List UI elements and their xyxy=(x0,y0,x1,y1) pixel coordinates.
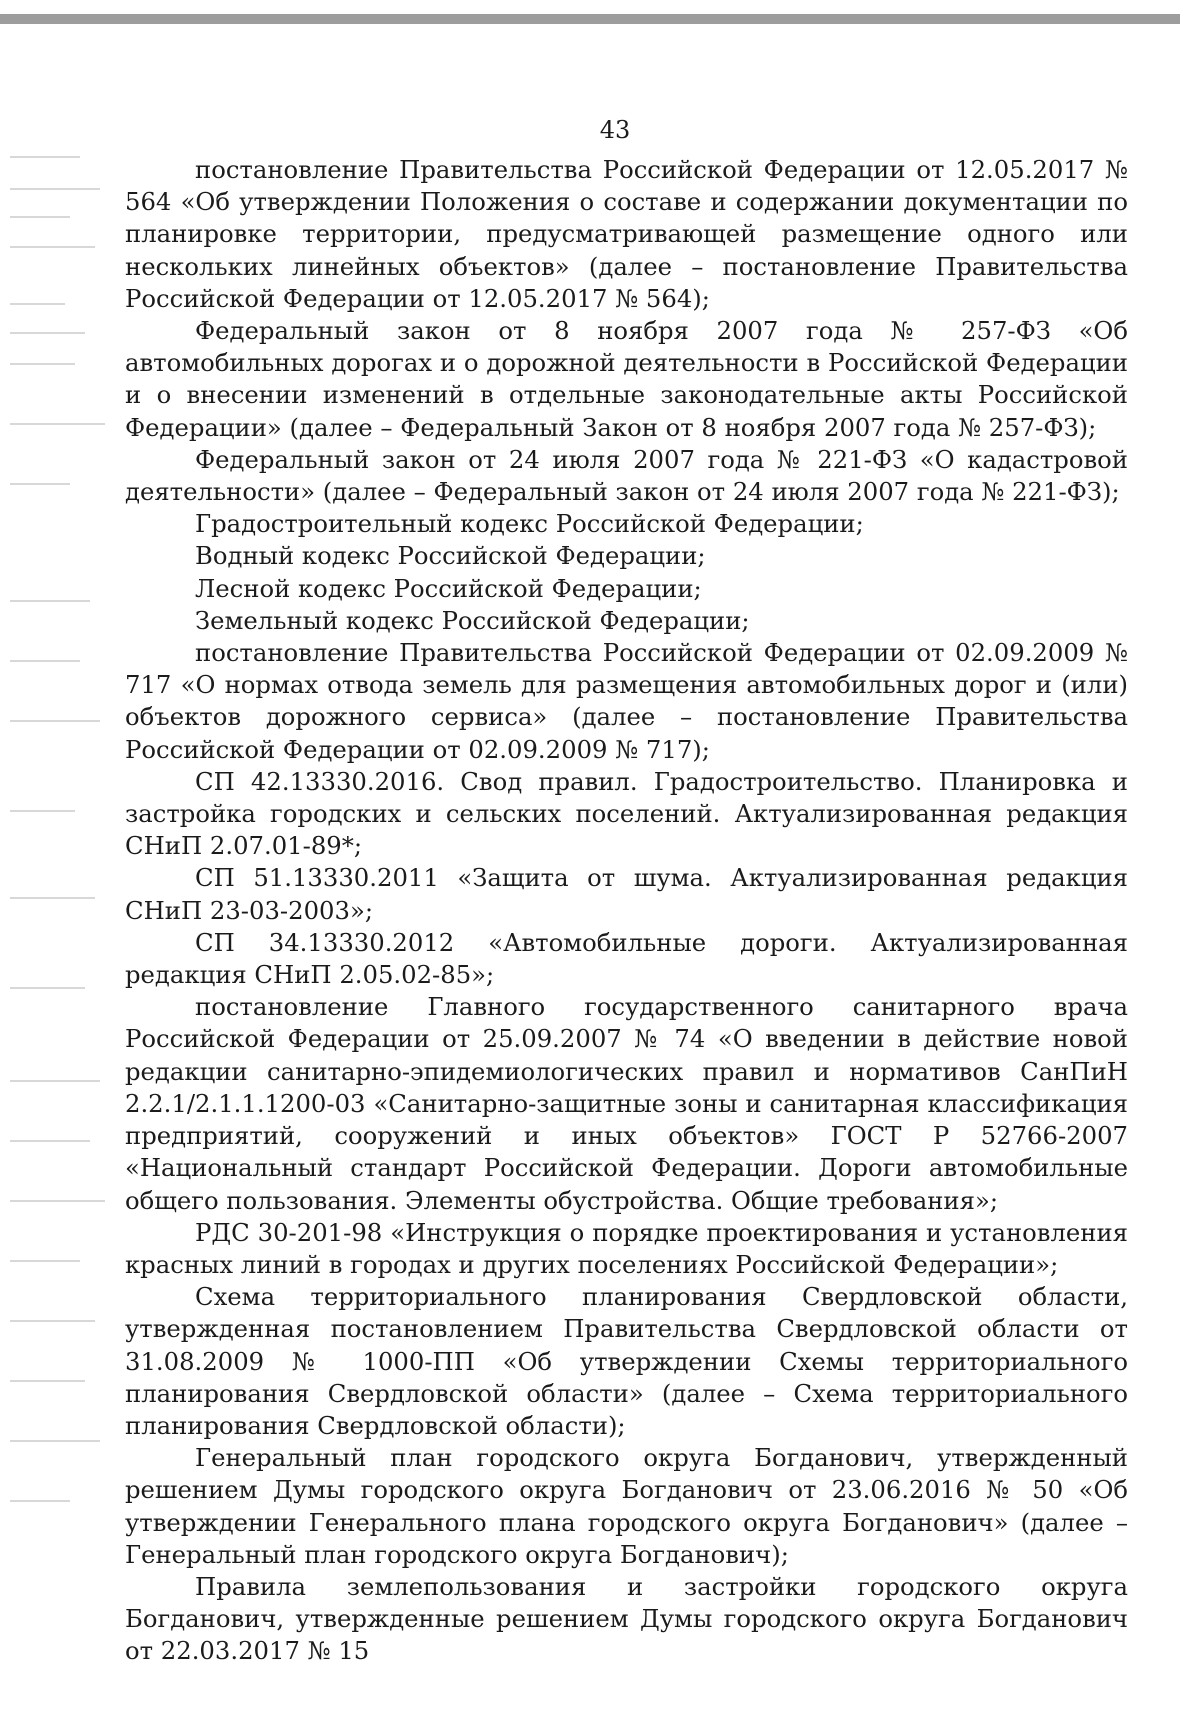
list-item: Земельный кодекс Российской Федерации; xyxy=(195,605,750,635)
list-item: РДС 30-201-98 «Инструкция о порядке проектирования и установления красных линий в городах и других поселениях Российской Федерации»; xyxy=(125,1217,1128,1279)
list-item: постановление Правительства Российской Федерации от 12.05.2017 № 564 «Об утверждении Положения о составе и содержании документации по планировке территории, предусматривающей размещение одного или нескольких линейных объектов» (далее – постановление Правительства Российской Федерации от 12.05.2017 № 564); xyxy=(125,155,1128,313)
top-border-rule xyxy=(0,14,1180,24)
list-item: Водный кодекс Российской Федерации; xyxy=(195,541,706,571)
list-item: постановление Главного государственного санитарного врача Российской Федерации от 25.09.2007 № 74 «О введении в действие новой редакции санитарно-эпидемиологических правил и нормативов СанПиН 2.2.1/2.1.1.1200-03 «Санитарно-защитные зоны и санитарная классификация предприятий, сооружений и иных объектов» ГОСТ Р 52766-2007 «Национальный стандарт Российской Федерации. Дороги автомобильные общего пользования. Элементы обустройства. Общие требования»; xyxy=(125,992,1128,1215)
document-body xyxy=(125,154,1128,1668)
page-number: 43 xyxy=(599,116,631,144)
list-item: СП 42.13330.2016. Свод правил. Градостроительство. Планировка и застройка городских и сельских поселений. Актуализированная редакция СНиП 2.07.01-89*; xyxy=(125,766,1128,861)
list-item: Федеральный закон от 24 июля 2007 года № 221-ФЗ «О кадастровой деятельности» (далее – Федеральный закон от 24 июля 2007 года № 221-ФЗ); xyxy=(125,444,1128,507)
list-item: Федеральный закон от 8 ноября 2007 года № 257-ФЗ «Об автомобильных дорогах и о дорожной деятельности в Российской Федерации и о внесении изменений в отдельные законодательные акты Российской Федерации» (далее – Федеральный Закон от 8 ноября 2007 года № 257-ФЗ); xyxy=(125,316,1128,442)
list-item: Градостроительный кодекс Российской Федерации; xyxy=(195,509,864,539)
list-item: Правила землепользования и застройки городского округа Богданович, утвержденные решением Думы городского округа Богданович от 22.03.2017 № 15 xyxy=(125,1571,1128,1666)
list-item: Генеральный план городского округа Богданович, утвержденный решением Думы городского округа Богданович от 23.06.2016 № 50 «Об утверждении Генерального плана городского округа Богданович» (далее – Генеральный план городского округа Богданович); xyxy=(125,1443,1128,1569)
list-item: СП 34.13330.2012 «Автомобильные дороги. Актуализированная редакция СНиП 2.05.02-85»; xyxy=(125,927,1128,990)
list-item: Лесной кодекс Российской Федерации; xyxy=(195,573,702,603)
list-item: постановление Правительства Российской Федерации от 02.09.2009 № 717 «О нормах отвода земель для размещения автомобильных дорог и (или) объектов дорожного сервиса» (далее – постановление Правительства Российской Федерации от 02.09.2009 № 717); xyxy=(125,638,1128,764)
list-item: Схема территориального планирования Свердловской области, утвержденная постановлением Правительства Свердловской области от 31.08.2009 № 1000-ПП «Об утверждении Схемы территориального планирования Свердловской области» (далее – Схема территориального планирования Свердловской области); xyxy=(125,1282,1128,1440)
list-item: СП 51.13330.2011 «Защита от шума. Актуализированная редакция СНиП 23-03-2003»; xyxy=(125,863,1128,925)
scan-edge-artifacts xyxy=(0,150,120,1600)
